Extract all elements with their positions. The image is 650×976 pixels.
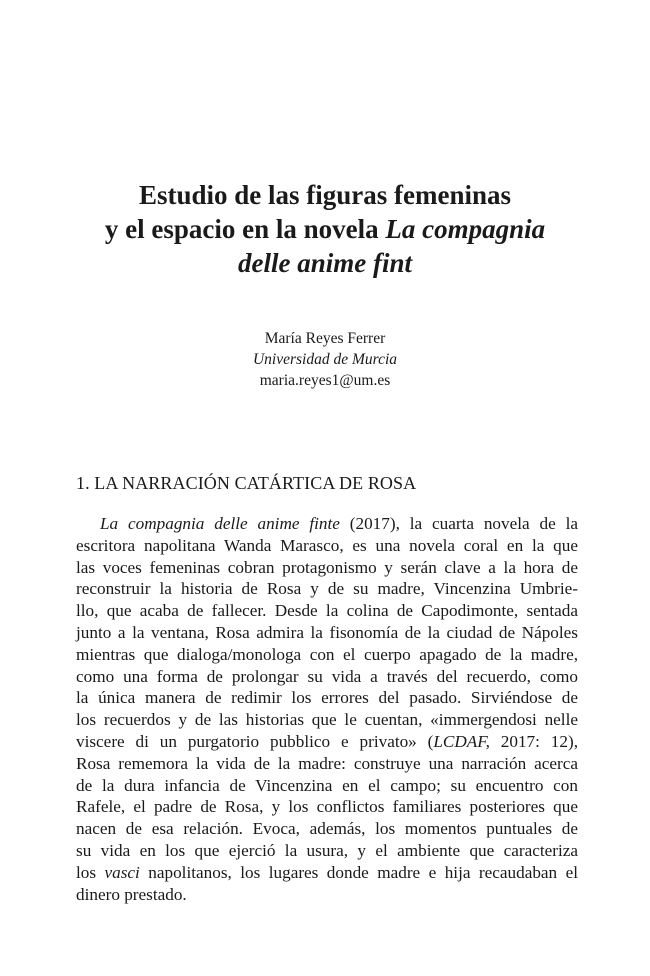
paragraph-line: nacen de esa relación. Evoca, además, los momentos puntuales de — [76, 819, 578, 839]
citation-abbrev-italic: LCDAF, — [433, 731, 490, 751]
title-line-1: Estudio de las figuras femeninas — [138, 180, 512, 210]
paper-title — [60, 178, 590, 280]
paragraph-line: de la dura infancia de Vincenzina en el campo; su encuentro con — [76, 775, 578, 795]
paragraph-line: mientras que dialoga/monologa con el cuerpo apagado de la madre, — [76, 644, 578, 664]
title-line-2-plain: y el espacio en la novela — [104, 214, 386, 244]
paragraph-line: Rosa rememora la vida de la madre: construye una narración acerca — [76, 753, 578, 773]
paragraph-line: los vasci napolitanos, los lugares donde madre e hija recaudaban el — [76, 862, 578, 882]
paragraph-line: escritora napolitana Wanda Marasco, es una novela coral en la que — [76, 535, 578, 555]
author-institution: Universidad de Murcia — [252, 351, 398, 368]
title-line-3 — [60, 246, 590, 280]
paragraph-line: su vida en los que ejerció la usura, y el ambiente que caracteriza — [76, 840, 578, 860]
body-paragraph — [76, 513, 578, 905]
author-block — [0, 328, 650, 391]
paragraph-line: viscere di un purgatorio pubblico e privato» (LCDAF, 2017: 12), — [76, 731, 578, 751]
paragraph-line: junto a la ventana, Rosa admira la fisonomía de la ciudad de Nápoles — [76, 622, 578, 642]
paragraph-line: La compagnia delle anime finte (2017), la cuarta novela de la — [100, 514, 578, 533]
title-line-2 — [60, 212, 590, 246]
paragraph-line: llo, que acaba de fallecer. Desde la colina de Capodimonte, sentada — [76, 601, 578, 621]
novel-title-italic: La compagnia delle anime finte — [100, 514, 340, 533]
vasci-italic: vasci — [104, 862, 140, 882]
paragraph-line: los recuerdos y de las historias que le cuentan, «immergendosi nelle — [76, 710, 578, 730]
section-heading: 1. LA NARRACIÓN CATÁRTICA DE ROSA — [76, 473, 417, 493]
title-line-2-italic: La compagnia — [385, 214, 546, 244]
title-line-3-italic: delle anime fint — [238, 248, 412, 278]
author-name: María Reyes Ferrer — [264, 330, 386, 347]
paragraph-line: dinero prestado. — [76, 884, 187, 904]
paragraph-line: Rafele, el padre de Rosa, y los conflictos familiares posteriores que — [76, 797, 578, 817]
paragraph-line: como una forma de prolongar su vida a través del recuerdo, como — [76, 666, 578, 686]
author-email: maria.reyes1@um.es — [259, 372, 391, 389]
paragraph-line: reconstruir la historia de Rosa y de su madre, Vincenzina Umbrie- — [76, 579, 578, 599]
paragraph-line: la única manera de redimir los errores del pasado. Sirviéndose de — [76, 688, 578, 708]
paragraph-line: las voces femeninas cobran protagonismo y serán clave a la hora de — [76, 557, 578, 577]
